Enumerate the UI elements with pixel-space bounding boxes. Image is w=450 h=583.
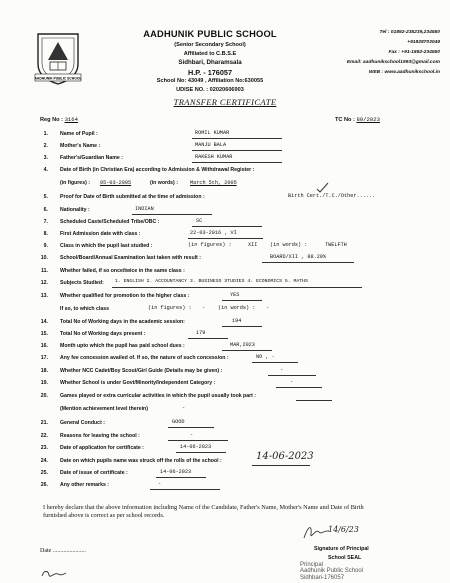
field-label: Whether failed, if so once/twice in the same class :	[60, 268, 185, 274]
stamp-line: Principal	[300, 562, 324, 568]
field-label: Month upto which the pupil has paid school dues :	[60, 343, 185, 349]
dob-figures-label: (in figures) :	[60, 180, 90, 186]
field-number: 9.	[43, 243, 48, 249]
leaving-reason-value: -	[190, 432, 194, 438]
underline	[188, 338, 228, 339]
field-number: 21.	[40, 420, 48, 426]
field-number: 20.	[40, 393, 48, 399]
field-number: 23.	[40, 445, 48, 451]
field-label: Proof for Date of Birth submitted at the time of admission :	[60, 194, 205, 200]
telephone: Tel : 01892-235239,234550	[379, 30, 440, 35]
mother-name-value: MANJU BALA	[195, 142, 227, 148]
field-number: 5.	[43, 194, 48, 200]
conduct-value: GOOD	[172, 419, 185, 425]
field-number: 26.	[40, 482, 48, 488]
underline	[252, 362, 298, 363]
email: Email: aadhunikschool1993@gmail.com	[346, 60, 440, 65]
udise-number: UDISE NO. : 02020606903	[176, 87, 244, 93]
website: WEB : www.aadhunikschool.in	[368, 70, 440, 75]
field-number: 12.	[40, 280, 48, 286]
underline	[168, 427, 214, 428]
school-number: School No: 43049 , Affiliation No:630055	[156, 78, 264, 84]
field-label: General Conduct :	[60, 420, 105, 426]
field-number: 4.	[43, 167, 48, 173]
telephone-2: +91828703049	[407, 40, 440, 45]
tc-no: TC No : 89/2023	[335, 116, 380, 123]
fee-concession-value: NO , -	[256, 354, 275, 360]
underline	[268, 375, 316, 376]
underline	[192, 138, 282, 139]
last-class-figures-label: (in figures) :	[188, 242, 232, 248]
fax: Fax : +91-1892-234550	[388, 50, 440, 55]
field-number: 25.	[40, 470, 48, 476]
promo-words: -	[266, 305, 270, 311]
dues-paid-value: MAR,2023	[230, 342, 255, 348]
underline	[222, 350, 272, 351]
underline	[188, 238, 263, 239]
father-name-value: RAKESH KUMAR	[195, 154, 233, 160]
dob-words-label: (in words) :	[150, 180, 178, 186]
field-number: 3.	[43, 155, 48, 161]
promo-figures: -	[202, 305, 206, 311]
field-label: Date of Birth (in Christian Era) according to Admission & Withdrawal Register :	[60, 167, 255, 173]
svg-text:AADHUNIK PUBLIC SCHOOL: AADHUNIK PUBLIC SCHOOL	[34, 76, 82, 81]
clerk-signature	[40, 568, 68, 580]
issue-date-value: 14-06-2023	[160, 469, 192, 475]
field-label: Total No of Working days present :	[60, 331, 146, 337]
field-number: 16.	[40, 343, 48, 349]
stamp-line: Sidhbari-176057	[300, 574, 345, 581]
application-date-value: 14-06-2023	[180, 444, 212, 450]
underline	[132, 214, 212, 215]
promo-words-label: (in words) :	[218, 305, 256, 311]
field-label: Date on which pupils name was struck off the rolls of the school :	[60, 458, 222, 464]
field-number: 11.	[41, 268, 48, 274]
underline	[168, 440, 228, 441]
field-number: 24.	[40, 458, 48, 464]
field-label: Date of application for certificate :	[60, 445, 144, 451]
dob-proof-value: Birth Cert./T.C./Other......	[288, 193, 376, 199]
underline	[222, 300, 262, 301]
field-number: 14.	[40, 319, 48, 325]
field-number: 17.	[40, 355, 48, 361]
activities-note: (Mention achievement level therein)	[60, 406, 148, 412]
field-number: 13.	[40, 293, 48, 299]
school-category-value: -	[290, 379, 294, 385]
principal-stamp	[300, 562, 363, 581]
state-pin: H.P. - 176057	[187, 68, 233, 77]
activities-value: -	[182, 405, 186, 411]
stamp-line: Aadhunik Public School	[300, 568, 364, 575]
underline	[192, 162, 282, 163]
school-type: (Senior Secondary School)	[174, 42, 246, 48]
underline	[296, 400, 332, 401]
field-number: 6.	[43, 207, 48, 213]
working-days-value: 194	[232, 318, 242, 324]
field-label: Scheduled Caste/Scheduled Tribe/OBC :	[60, 219, 160, 225]
promo-figures-label: (in figures) :	[148, 305, 192, 311]
nationality-value: INDIAN	[135, 206, 154, 212]
handwritten-date: 14/6/23	[328, 525, 359, 534]
last-class-words-label: (in words) :	[270, 242, 308, 248]
field-label: Name of Pupil :	[60, 131, 98, 137]
ncc-value: -	[280, 367, 284, 373]
field-label: Whether qualified for promotion to the higher class :	[60, 293, 190, 299]
remarks-value: -	[158, 481, 162, 487]
declaration-text: I hereby declare that the above information including Name of the Candidate, Father's Name, Mother's Name and Date of Birth furnished above is correct as per school records.	[43, 504, 364, 520]
field-number: 22.	[40, 433, 48, 439]
field-label: School/Board/Annual Examination last taken with result :	[60, 255, 201, 261]
signature-label: Signature of Principal	[314, 546, 369, 552]
school-name: AADHUNIK PUBLIC SCHOOL	[143, 29, 277, 39]
field-label: Any other remarks :	[60, 482, 110, 488]
field-label: Whether School is under Govt/Minority/Independent Category :	[60, 380, 216, 386]
field-number: 8.	[43, 231, 48, 237]
field-label: Class in which the pupil last studied :	[60, 243, 153, 249]
underline	[252, 465, 310, 466]
seal-label: School SEAL	[328, 555, 362, 561]
field-number: 19.	[40, 380, 48, 386]
field-number: 18.	[40, 368, 48, 374]
days-present-value: 179	[196, 330, 206, 336]
date-label: Date ......................	[40, 548, 86, 554]
field-label: Total No of Working days in the academic session:	[60, 319, 185, 325]
affiliation-text: Affiliated to C.B.S.E	[183, 51, 237, 57]
field-label: Date of issue of certificate :	[60, 470, 128, 476]
field-label: Subjects Studied:	[60, 280, 104, 286]
underline	[112, 287, 362, 288]
dob-words: March 5th, 2005	[190, 180, 237, 186]
last-class-figures: XII	[248, 242, 258, 248]
field-label: Whether NCC Cadet/Boy Scout/Girl Guide (Details may be given) :	[60, 368, 223, 374]
subjects-value: 1. ENGLISH 2. ACCOUNTANCY 3. BUSINESS STUDIES 4. ECONOMICS 5. MATHS	[115, 279, 308, 284]
field-label: First Admission date with class :	[60, 231, 141, 237]
field-label: Mother's Name :	[60, 143, 101, 149]
field-label: Father's/Guardian Name :	[60, 155, 123, 161]
field-label: Any fee concession availed of. If so, the nature of such concession :	[60, 355, 229, 361]
field-label: Games played or extra curricular activities in which the pupil usually took part :	[60, 393, 257, 399]
pupil-name-value: ROMIL KUMAR	[195, 130, 230, 136]
underline	[150, 489, 220, 490]
category-value: SC	[196, 218, 203, 224]
struck-off-date-handwritten: 14-06-2023	[256, 451, 314, 462]
underline	[262, 262, 354, 263]
certificate-title: TRANSFER CERTIFICATE	[173, 97, 277, 107]
field-label: Reasons for leaving the school :	[60, 433, 140, 439]
tick-mark-icon	[316, 182, 330, 194]
underline	[192, 226, 262, 227]
field-number: 2.	[43, 143, 48, 149]
reg-no: Reg No : 3164	[40, 116, 78, 123]
underline	[276, 387, 322, 388]
dob-figures: 05-03-2005	[100, 180, 132, 186]
field-number: 1.	[43, 131, 48, 137]
admission-date-value: 22-03-2016 , VI	[190, 230, 237, 236]
last-class-words: TWELFTH	[325, 242, 347, 248]
field-number: 15.	[40, 331, 48, 337]
underline	[156, 477, 206, 478]
underline	[176, 452, 226, 453]
exam-result-value: BOARD/XII , 88.20%	[270, 254, 327, 260]
field-number: 7.	[43, 219, 48, 225]
field-number: 10.	[40, 255, 48, 261]
promotion-value: YES	[230, 292, 240, 298]
school-logo	[34, 30, 82, 86]
underline	[192, 150, 282, 151]
field-label: Nationality :	[60, 207, 90, 213]
school-location: Sidhbari, Dharamsala	[178, 59, 242, 66]
underline	[222, 326, 262, 327]
promotion-class-label: If so, to which class	[60, 306, 110, 312]
